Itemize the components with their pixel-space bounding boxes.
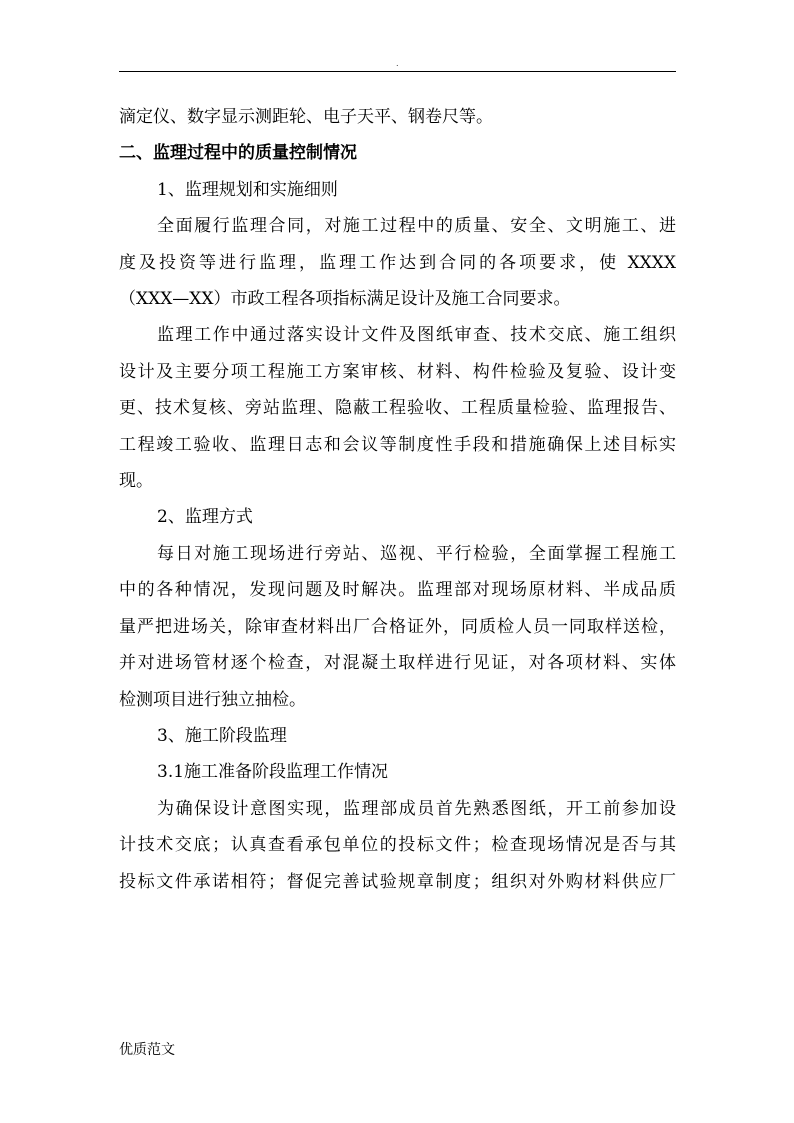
document-body <box>119 99 676 900</box>
text-line: 并对进场管材逐个检查，对混凝土取样进行见证，对各项材料、实体 <box>119 653 676 674</box>
text-line: 工程竣工验收、监理日志和会议等制度性手段和措施确保上述目标实 <box>119 434 676 455</box>
text-line: 监理工作中通过落实设计文件及图纸审查、技术交底、施工组织 <box>157 325 676 346</box>
header-mark: . <box>396 59 399 68</box>
footer-label: 优质范文 <box>119 1042 175 1058</box>
text-line: 设计及主要分项工程施工方案审核、材料、构件检验及复验、设计变 <box>119 361 676 382</box>
subsection-heading: 2、监理方式 <box>157 507 253 528</box>
text-line: 中的各种情况，发现问题及时解决。监理部对现场原材料、半成品质 <box>119 580 676 601</box>
section-heading: 二、监理过程中的质量控制情况 <box>119 143 357 164</box>
subsection-heading: 3.1施工准备阶段监理工作情况 <box>157 762 389 783</box>
text-line: 滴定仪、数字显示测距轮、电子天平、钢卷尺等。 <box>119 107 493 127</box>
text-line: 计技术交底；认真查看承包单位的投标文件；检查现场情况是否与其 <box>119 835 676 856</box>
text-line: 更、技术复核、旁站监理、隐蔽工程验收、工程质量检验、监理报告、 <box>119 398 676 419</box>
header-rule <box>119 71 676 72</box>
text-line: 投标文件承诺相符；督促完善试验规章制度；组织对外购材料供应厂 <box>119 871 676 892</box>
subsection-heading: 3、施工阶段监理 <box>157 725 287 746</box>
text-line: 全面履行监理合同，对施工过程中的质量、安全、文明施工、进 <box>157 216 676 237</box>
text-line: 为确保设计意图实现，监理部成员首先熟悉图纸，开工前参加设 <box>157 798 676 819</box>
text-line: 量严把进场关，除审查材料出厂合格证外，同质检人员一同取样送检， <box>119 616 676 637</box>
subsection-heading: 1、监理规划和实施细则 <box>157 179 338 200</box>
text-line: 现。 <box>119 471 153 492</box>
text-line: 每日对施工现场进行旁站、巡视、平行检验，全面掌握工程施工 <box>157 543 676 564</box>
text-line: （XXX—XX）市政工程各项指标满足设计及施工合同要求。 <box>119 289 571 310</box>
text-line: 检测项目进行独立抽检。 <box>119 689 306 710</box>
text-line: 度及投资等进行监理，监理工作达到合同的各项要求，使 XXXX <box>119 252 676 273</box>
